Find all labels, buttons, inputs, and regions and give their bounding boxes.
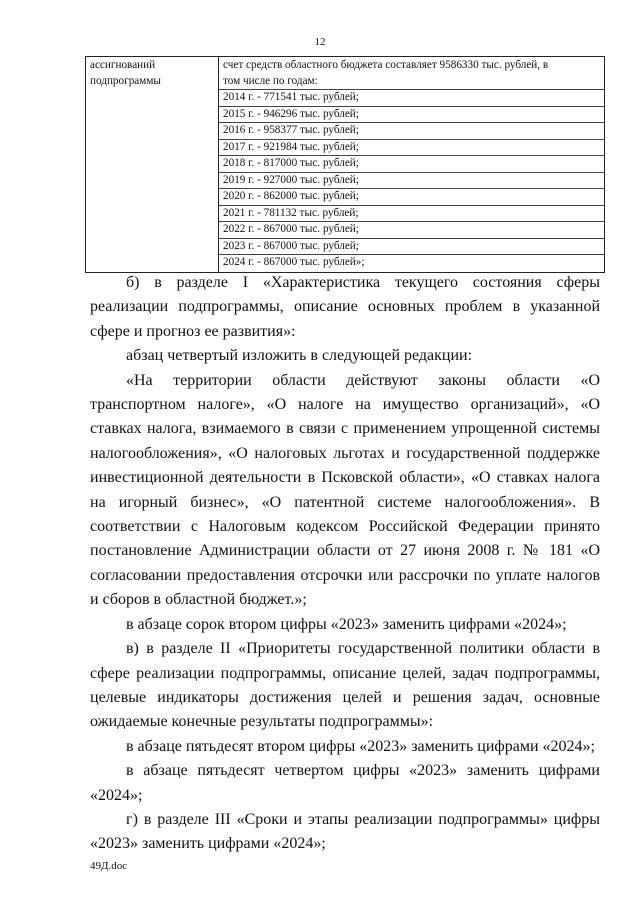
value-intro-line: счет средств областного бюджета составляет 9586330 тыс. рублей, в	[223, 59, 549, 71]
file-name-footer: 49Д.doc	[90, 860, 128, 872]
document-body	[90, 271, 600, 857]
paragraph: в абзаце пятьдесят втором цифры «2023» заменить цифрами «2024»;	[126, 737, 595, 755]
label-line: подпрограммы	[90, 74, 161, 87]
year-line: 2016 г. - 958377 тыс. рублей;	[219, 122, 604, 139]
year-line: 2014 г. - 771541 тыс. рублей;	[219, 89, 604, 106]
table-row	[86, 57, 605, 273]
year-line: 2024 г. - 867000 тыс. рублей»;	[219, 254, 604, 271]
year-line: 2020 г. - 862000 тыс. рублей;	[219, 188, 604, 205]
paragraph: б) в разделе I «Характеристика текущего состояния сферы реализации подпрограммы, описание основных проблем в указанной сфере и прогноз ее развития»:	[90, 274, 600, 340]
year-line: 2021 г. - 781132 тыс. рублей;	[219, 205, 604, 222]
page-number: 12	[314, 36, 326, 48]
year-line: 2018 г. - 817000 тыс. рублей;	[219, 155, 604, 172]
value-intro-line: том числе по годам:	[223, 74, 318, 87]
table-label-cell	[86, 57, 219, 273]
year-line: 2017 г. - 921984 тыс. рублей;	[219, 139, 604, 156]
paragraph: в) в разделе II «Приоритеты государственной политики области в сфере реализации подпрограммы, описание целей, задач подпрограммы, целевые индикаторы достижения целей и решения задач, основные ожидаемые конечные результаты подпрограммы»:	[90, 640, 600, 731]
paragraph: абзац четвертый изложить в следующей редакции:	[126, 347, 473, 365]
paragraph: в абзаце пятьдесят четвертом цифры «2023» заменить цифрами «2024»;	[90, 762, 600, 804]
year-line: 2022 г. - 867000 тыс. рублей;	[219, 221, 604, 238]
table-value-cell	[219, 57, 605, 273]
label-line: ассигнований	[90, 59, 156, 71]
year-line: 2019 г. - 927000 тыс. рублей;	[219, 172, 604, 189]
paragraph: «На территории области действуют законы области «О транспортном налоге», «О налоге на имущество организаций», «О ставках налога, взимаемого в связи с применением упрощенной системы налогообложения», «О налоговых льготах и государственной поддержке инвестиционной деятельности в Псковской области», «О ставках налога на игорный бизнес», «О патентной системе налогообложения». В соответствии с Налоговым кодексом Российской Федерации принято постановление Администрации области от 27 июня 2008 г. № 181 «О согласовании предоставления отсрочки или рассрочки по уплате налогов и сборов в областной бюджет.»;	[90, 371, 600, 609]
paragraph: г) в разделе III «Сроки и этапы реализации подпрограммы» цифры «2023» заменить цифрами «2024»;	[90, 810, 600, 853]
year-line: 2023 г. - 867000 тыс. рублей;	[219, 238, 604, 255]
budget-allocation-table	[85, 56, 605, 273]
paragraph: в абзаце сорок втором цифры «2023» заменить цифрами «2024»;	[126, 615, 567, 633]
year-line: 2015 г. - 946296 тыс. рублей;	[219, 106, 604, 123]
